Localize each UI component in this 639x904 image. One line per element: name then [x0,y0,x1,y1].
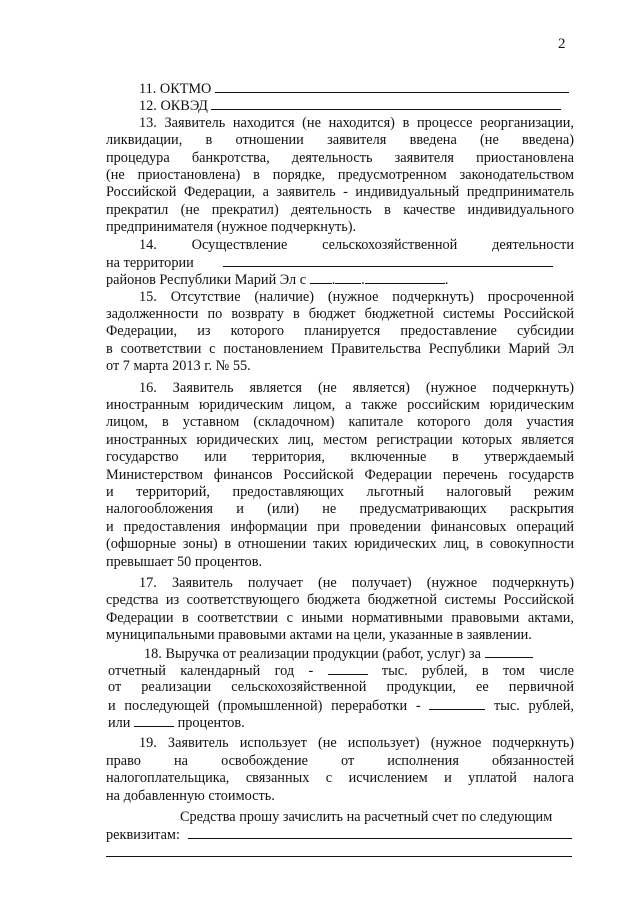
item-16-line: налогообложения и (или) не предусматривающих раскрытия [106,501,574,518]
item-18 [108,645,574,732]
item-19-line: налогоплательщика, связанных с исчислением и уплатой налога [106,770,574,787]
item-16-line: и территорий, предоставляющих льготный налоговый режим [106,483,574,500]
document-body [106,80,574,861]
item-17-line: муниципальными правовыми актами на цели, указанные в заявлении. [106,627,532,644]
okved-label: 12. ОКВЭД [139,98,208,115]
item-13-line: прекратил (не прекратил) деятельность в качестве индивидуального [106,201,574,218]
item-18-line: или процентов. [108,715,245,732]
item-16-line: государство или территория, включенные в утверждаемый [106,449,574,466]
item-19-line: 19. Заявитель использует (не использует) (нужное подчеркнуть) [139,735,574,752]
date-month-blank[interactable] [335,271,361,284]
requisites-blank-2[interactable] [106,844,572,857]
item-14-date-line: районов Республики Марий Эл с . . . [106,272,449,289]
date-day-blank[interactable] [310,271,332,284]
item-16-line: (офшорные зоны) в отношении таких юридических лиц, в совокупности [106,536,574,553]
revenue-agri-blank[interactable] [429,697,485,710]
revenue-year-blank[interactable] [485,645,533,658]
closing-line: реквизитам: [106,826,574,843]
closing-line: Средства прошу зачислить на расчетный счет по следующим [180,809,553,826]
item-16-line: превышает 50 процентов. [106,553,263,570]
item-17 [106,575,574,645]
item-19-line: на добавленную стоимость. [106,787,275,804]
item-16-line: иностранных юридических лиц, местом регистрации которых является [106,431,574,448]
okved-blank[interactable] [211,97,561,110]
item-15-line: от 7 марта 2013 г. № 55. [106,358,251,375]
item-14-line: 14. Осуществление сельскохозяйственной деятельности [139,236,574,253]
item-14-territory-line [106,254,574,271]
item-17-line: Федерации в соответствии с иными нормативными правовыми актами, [106,609,574,626]
item-13-line: предпринимателя (нужное подчеркнуть). [106,219,357,236]
item-16-line: и предоставления информации при проведении финансовых операций [106,518,574,535]
item-13-line: процедура банкротства, деятельность заявителя приостановлена [106,149,574,166]
item-18-line: от реализации сельскохозяйственной продукции, ее первичной [108,679,574,696]
revenue-percent-blank[interactable] [134,714,174,727]
requisites-line [106,844,574,861]
oktmo-blank[interactable] [215,80,569,93]
item-16 [106,380,574,571]
okved-line [106,97,574,114]
item-13-line: ликвидации, в отношении заявителя введена (не введена) [106,132,574,149]
item-15-line: задолженности по возврату в бюджет бюджетной системы Российской [106,306,574,323]
oktmo-label: 11. ОКТМО [139,81,212,97]
item-16-line: Министерством финансов Российской Федерации перечень государств [106,466,574,483]
revenue-total-blank[interactable] [328,662,368,675]
item-16-line: 16. Заявитель является (не является) (нужное подчеркнуть) [139,379,574,396]
date-year-blank[interactable] [365,271,445,284]
item-13-line: 13. Заявитель находится (не находится) в процессе реорганизации, [139,114,574,131]
page-number: 2 [558,36,566,52]
requisites-blank-1[interactable] [188,826,572,839]
item-13-line: (не приостановлена) в порядке, предусмотренном законодательством [106,166,574,183]
item-15-line: Федерации, из которого планируется предоставление субсидии [106,323,574,340]
item-18-line: отчетный календарный год - тыс. рублей, в том числе [108,662,574,679]
item-19-line: право на освобождение от исполнения обязанностей [106,752,574,769]
item-14-date-label: районов Республики Марий Эл с [106,272,307,289]
item-18-line: и последующей (промышленной) переработки - тыс. рублей, [108,697,574,714]
item-14-territory-label: на территории [106,254,194,271]
item-17-line: средства из соответствующего бюджета бюджетной системы Российской [106,592,574,609]
item-16-line: иностранным юридическим лицом, а также российским юридическим [106,397,574,414]
item-16-line: лицом, в уставном (складочном) капитале которого доля участия [106,414,574,431]
item-14 [106,237,574,289]
oktmo-line [106,80,574,97]
item-17-line: 17. Заявитель получает (не получает) (нужное подчеркнуть) [139,574,574,591]
item-18-line: 18. Выручка от реализации продукции (работ, услуг) за [108,645,574,662]
territory-blank[interactable] [223,254,553,267]
item-13-line: Российской Федерации, а заявитель - индивидуальный предприниматель [106,184,574,201]
item-15 [106,289,574,376]
item-15-line: 15. Отсутствие (наличие) (нужное подчеркнуть) просроченной [139,288,574,305]
item-19 [106,735,574,805]
item-13 [106,115,574,237]
item-15-line: в соответствии с постановлением Правительства Республики Марий Эл [106,340,574,357]
closing [106,809,574,861]
